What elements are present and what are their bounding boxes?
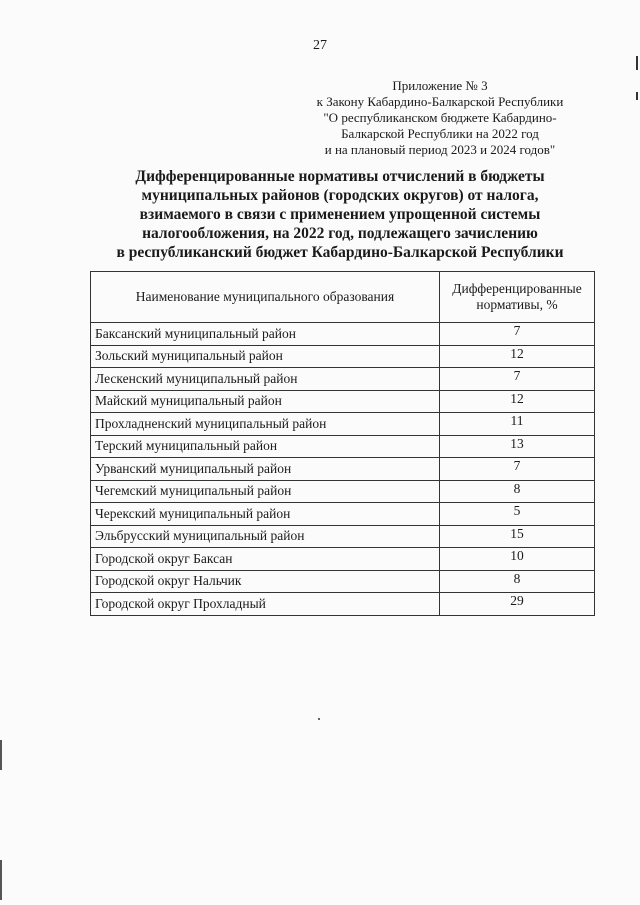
municipality-name: Черекский муниципальный район bbox=[91, 503, 440, 526]
municipality-name: Урванский муниципальный район bbox=[91, 458, 440, 481]
title-line: взимаемого в связи с применением упрощенной системы bbox=[139, 206, 541, 223]
norm-value: 8 bbox=[440, 480, 595, 503]
scan-edge-mark bbox=[636, 92, 638, 100]
appendix-line: к Закону Кабардино-Балкарской Республики bbox=[316, 94, 564, 109]
norm-value: 29 bbox=[440, 593, 595, 616]
table-row bbox=[91, 593, 595, 616]
municipality-name: Чегемский муниципальный район bbox=[91, 480, 440, 503]
title-line: налогообложения, на 2022 год, подлежащего зачислению bbox=[142, 225, 538, 242]
appendix-line: Приложение № 3 bbox=[392, 78, 488, 93]
municipality-name: Городской округ Нальчик bbox=[91, 570, 440, 593]
table-row bbox=[91, 480, 595, 503]
header-value-line: Дифференцированные bbox=[452, 281, 582, 296]
municipality-name: Городской округ Прохладный bbox=[91, 593, 440, 616]
title-line: в республиканский бюджет Кабардино-Балкарской Республики bbox=[116, 244, 564, 261]
scan-speck bbox=[318, 718, 320, 720]
table-row bbox=[91, 435, 595, 458]
norm-value: 13 bbox=[440, 435, 595, 458]
header-value-line: нормативы, % bbox=[476, 297, 558, 312]
scan-edge-mark bbox=[0, 740, 2, 770]
municipality-name: Майский муниципальный район bbox=[91, 390, 440, 413]
norm-value: 7 bbox=[440, 323, 595, 346]
table-row bbox=[91, 323, 595, 346]
norm-value: 12 bbox=[440, 390, 595, 413]
page-number: 27 bbox=[313, 38, 327, 53]
scan-edge-mark bbox=[0, 860, 2, 900]
table-body bbox=[91, 323, 595, 616]
table-row bbox=[91, 368, 595, 391]
appendix-line: "О республиканском бюджете Кабардино- bbox=[323, 110, 557, 125]
table-row bbox=[91, 570, 595, 593]
norms-table bbox=[90, 271, 595, 616]
title-line: Дифференцированные нормативы отчислений в бюджеты bbox=[135, 168, 545, 185]
norm-value: 7 bbox=[440, 368, 595, 391]
table-row bbox=[91, 413, 595, 436]
norm-value: 5 bbox=[440, 503, 595, 526]
norm-value: 7 bbox=[440, 458, 595, 481]
title-line: муниципальных районов (городских округов) от налога, bbox=[141, 187, 539, 204]
header-name: Наименование муниципального образования bbox=[91, 272, 440, 323]
table-header-row bbox=[91, 272, 595, 323]
norm-value: 10 bbox=[440, 548, 595, 571]
document-title bbox=[90, 167, 590, 262]
norm-value: 12 bbox=[440, 345, 595, 368]
header-value bbox=[440, 272, 595, 323]
norm-value: 11 bbox=[440, 413, 595, 436]
municipality-name: Прохладненский муниципальный район bbox=[91, 413, 440, 436]
table-row bbox=[91, 458, 595, 481]
table-row bbox=[91, 390, 595, 413]
norm-value: 15 bbox=[440, 525, 595, 548]
appendix-line: и на плановый период 2023 и 2024 годов" bbox=[324, 142, 556, 157]
table-row bbox=[91, 345, 595, 368]
municipality-name: Городской округ Баксан bbox=[91, 548, 440, 571]
municipality-name: Эльбрусский муниципальный район bbox=[91, 525, 440, 548]
norm-value: 8 bbox=[440, 570, 595, 593]
table-row bbox=[91, 525, 595, 548]
municipality-name: Лескенский муниципальный район bbox=[91, 368, 440, 391]
scan-edge-mark bbox=[636, 56, 638, 70]
appendix-line: Балкарской Республики на 2022 год bbox=[341, 126, 539, 141]
table-row bbox=[91, 503, 595, 526]
table-row bbox=[91, 548, 595, 571]
municipality-name: Терский муниципальный район bbox=[91, 435, 440, 458]
municipality-name: Баксанский муниципальный район bbox=[91, 323, 440, 346]
appendix-reference bbox=[280, 78, 600, 158]
municipality-name: Зольский муниципальный район bbox=[91, 345, 440, 368]
